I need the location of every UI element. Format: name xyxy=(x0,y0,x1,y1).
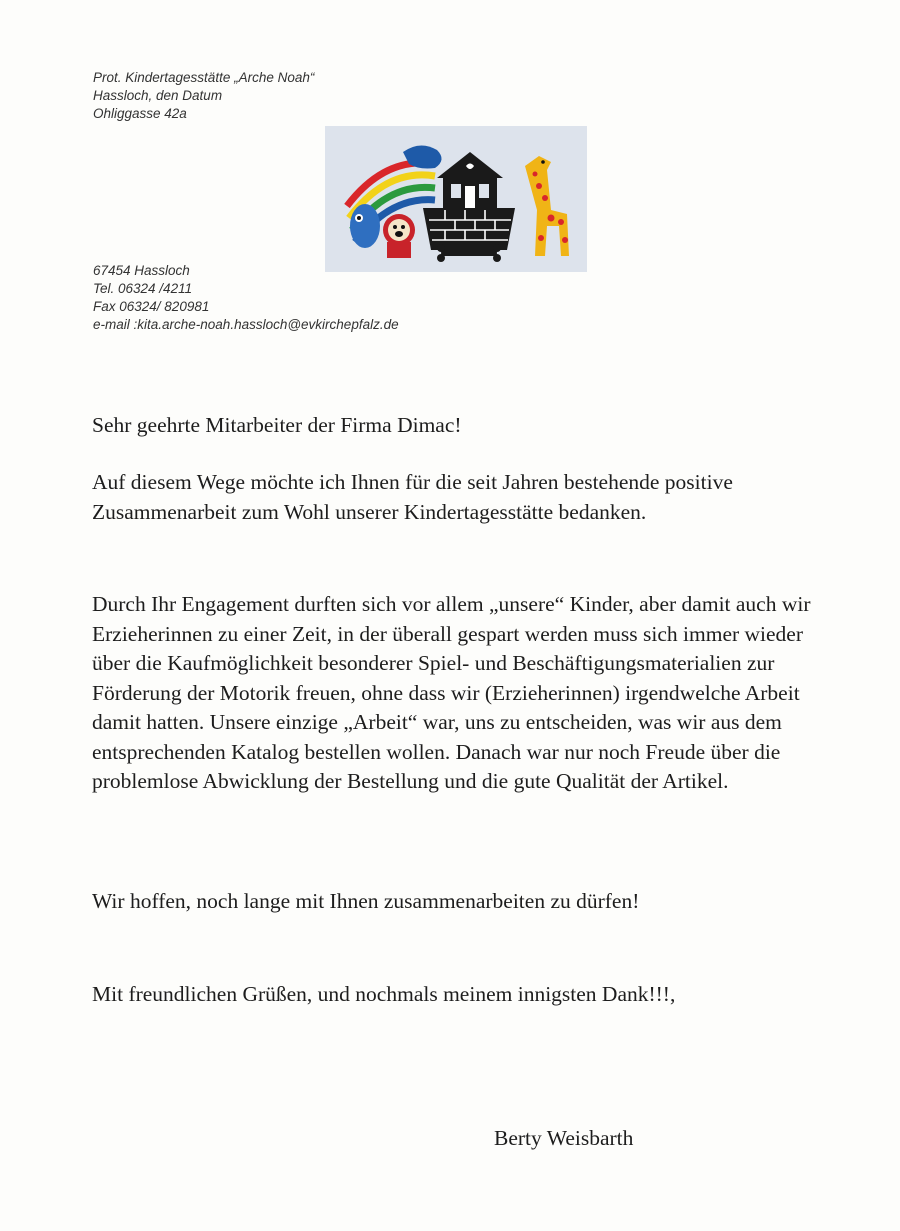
closing xyxy=(92,980,840,1010)
arche-noah-logo xyxy=(325,126,587,272)
postal-city: 67454 Hassloch xyxy=(93,263,190,278)
street-address: Ohliggasse 42a xyxy=(93,106,187,121)
body-paragraph-1 xyxy=(92,468,812,527)
salutation-text: Sehr geehrte Mitarbeiter der Firma Dimac! xyxy=(92,413,462,437)
organization-name: Prot. Kindertagesstätte „Arche Noah“ xyxy=(93,70,315,85)
sender-contact xyxy=(93,262,399,334)
signature: Berty Weisbarth xyxy=(494,1126,634,1150)
fax-number: Fax 06324/ 820981 xyxy=(93,299,210,314)
salutation xyxy=(92,411,840,441)
sender-header xyxy=(93,69,314,123)
paragraph-text: Durch Ihr Engagement durften sich vor allem „unsere“ Kinder, aber damit auch wir Erzieherinnen zu einer Zeit, in der überall gespart werden muss sich immer wieder über die Kaufmöglichkeit besonderer Spiel- und Beschäftigungsmaterialien zur Förderung der Motorik freuen, ohne dass wir (Erzieherinnen) irgendwelche Arbeit damit hatten. Unsere einzige „Arbeit“ war, uns zu entscheiden, was wir aus dem entsprechenden Katalog bestellen wollen. Danach war nur noch Freude über die problemlose Abwicklung der Bestellung und die gute Qualität der Artikel. xyxy=(92,592,811,793)
body-paragraph-3 xyxy=(92,887,840,917)
paragraph-text: Auf diesem Wege möchte ich Ihnen für die seit Jahren bestehende positive Zusammenarbeit zum Wohl unserer Kindertagesstätte bedanken. xyxy=(92,470,733,524)
ark-logo-icon xyxy=(325,126,587,272)
phone-number: Tel. 06324 /4211 xyxy=(93,281,193,296)
place-date: Hassloch, den Datum xyxy=(93,88,223,103)
closing-text: Mit freundlichen Grüßen, und nochmals meinem innigsten Dank!!!, xyxy=(92,982,676,1006)
paragraph-text: Wir hoffen, noch lange mit Ihnen zusammenarbeiten zu dürfen! xyxy=(92,889,640,913)
body-paragraph-2 xyxy=(92,590,832,797)
email-address: e-mail :kita.arche-noah.hassloch@evkirchepfalz.de xyxy=(93,317,399,332)
